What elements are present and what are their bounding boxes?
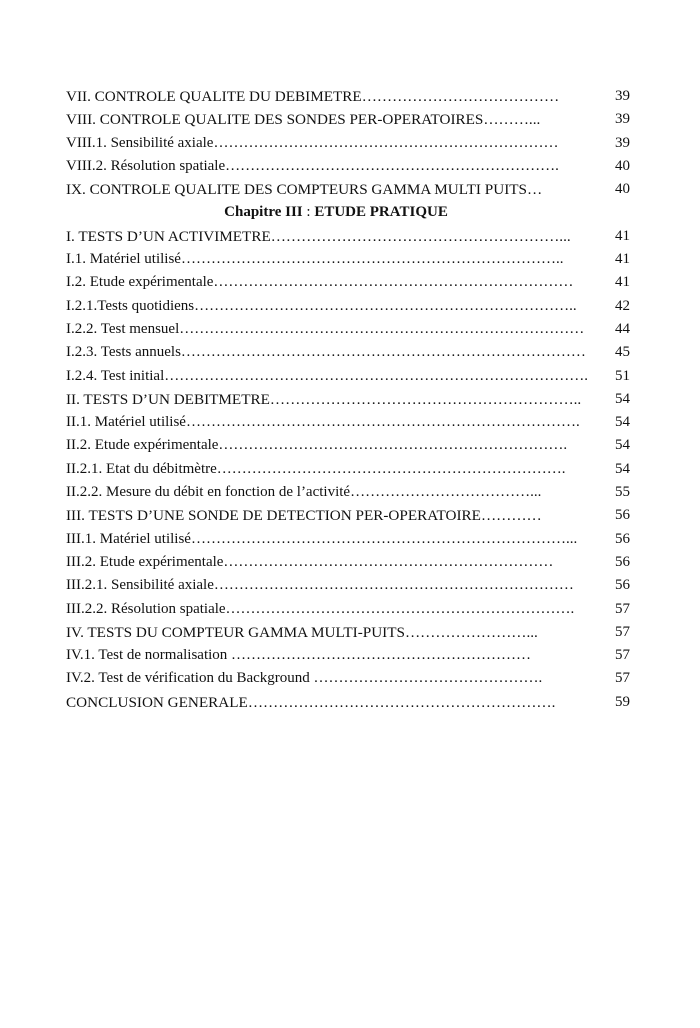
toc-entry-title: VIII.2. Résolution spatiale…………………………………………………………. xyxy=(66,157,559,174)
toc-entry-title: III.2.1. Sensibilité axiale……………………………………………………………… xyxy=(66,577,574,594)
toc-entry-title: II.2.2. Mesure du débit en fonction de l’activité………………………………... xyxy=(66,484,542,501)
toc-entry xyxy=(66,411,634,434)
toc-entry-page: 41 xyxy=(615,251,630,268)
toc-entry xyxy=(66,551,634,574)
toc-entry-title: VII. CONTROLE QUALITE DU DEBIMETRE………………………………… xyxy=(66,88,560,105)
toc-entry-title: I.2.3. Tests annuels……………………………………………………………………… xyxy=(66,344,586,361)
toc-entry-page: 57 xyxy=(615,600,630,617)
toc-entry-page: 54 xyxy=(615,460,630,477)
toc-entry-page: 41 xyxy=(615,227,630,244)
toc-entry-page: 40 xyxy=(615,157,630,174)
toc-entry-page: 56 xyxy=(615,577,630,594)
toc-entry-title: I.1. Matériel utilisé………………………………………………………………….. xyxy=(66,251,564,268)
toc-group-after-heading xyxy=(66,225,634,714)
toc-entry-page: 56 xyxy=(615,507,630,524)
toc-entry-page: 59 xyxy=(615,693,630,710)
toc-entry-page: 56 xyxy=(615,530,630,547)
toc-entry xyxy=(66,295,634,318)
toc-entry-page: 39 xyxy=(615,134,630,151)
toc-entry xyxy=(66,248,634,271)
toc-entry xyxy=(66,667,634,690)
chapter-heading-separator: : xyxy=(302,204,315,221)
toc-entry xyxy=(66,388,634,411)
toc-entry-title: III.1. Matériel utilisé…………………………………………………………………... xyxy=(66,530,578,547)
toc-entry-title: I.2.1.Tests quotidiens………………………………………………………………….. xyxy=(66,297,577,314)
toc-entry xyxy=(66,528,634,551)
toc-entry-title: II.2. Etude expérimentale……………………………………………………………. xyxy=(66,437,568,454)
toc-entry-title: IX. CONTROLE QUALITE DES COMPTEURS GAMMA MULTI PUITS… xyxy=(66,181,543,199)
toc-entry-page: 42 xyxy=(615,297,630,314)
toc-entry xyxy=(66,434,634,457)
table-of-contents xyxy=(66,85,634,714)
toc-entry xyxy=(66,155,634,178)
toc-entry-title: I.2. Etude expérimentale……………………………………………………………… xyxy=(66,274,574,291)
toc-entry xyxy=(66,691,634,714)
toc-entry-title: IV. TESTS DU COMPTEUR GAMMA MULTI-PUITS……………………... xyxy=(66,623,538,641)
toc-entry-page: 54 xyxy=(615,414,630,431)
toc-entry-title: II.2.1. Etat du débitmètre……………………………………………………………. xyxy=(66,460,566,477)
toc-entry xyxy=(66,318,634,341)
toc-entry-title: I. TESTS D’UN ACTIVIMETRE…………………………………………………... xyxy=(66,227,571,245)
toc-entry-page: 57 xyxy=(615,670,630,687)
toc-entry xyxy=(66,458,634,481)
toc-entry xyxy=(66,132,634,155)
toc-entry-page: 57 xyxy=(615,647,630,664)
toc-entry xyxy=(66,108,634,131)
toc-entry xyxy=(66,574,634,597)
toc-entry xyxy=(66,481,634,504)
toc-group-before-heading xyxy=(66,85,634,201)
toc-entry-title: III. TESTS D’UNE SONDE DE DETECTION PER-OPERATOIRE………… xyxy=(66,507,542,525)
toc-entry-title: CONCLUSION GENERALE……………………………………………………. xyxy=(66,693,556,711)
toc-entry-page: 57 xyxy=(615,623,630,640)
toc-entry-page: 39 xyxy=(615,88,630,104)
toc-entry-page: 55 xyxy=(615,484,630,501)
toc-entry xyxy=(66,341,634,364)
toc-entry-title: I.2.2. Test mensuel……………………………………………………………………… xyxy=(66,320,585,337)
toc-entry-title: III.2.2. Résolution spatiale……………………………………………………………. xyxy=(66,600,575,617)
toc-entry xyxy=(66,271,634,294)
toc-entry xyxy=(66,365,634,388)
toc-entry-title: III.2. Etude expérimentale………………………………………………………… xyxy=(66,553,554,570)
toc-entry-page: 45 xyxy=(615,344,630,361)
toc-entry-page: 56 xyxy=(615,553,630,570)
toc-entry-page: 54 xyxy=(615,437,630,454)
chapter-heading-prefix: Chapitre III xyxy=(224,204,303,221)
toc-entry-title: VIII.1. Sensibilité axiale…………………………………………………………… xyxy=(66,134,559,151)
toc-entry xyxy=(66,621,634,644)
toc-entry-title: II.1. Matériel utilisé……………………………………………………………………. xyxy=(66,414,580,431)
toc-entry-page: 51 xyxy=(615,367,630,384)
toc-entry xyxy=(66,644,634,667)
toc-entry xyxy=(66,225,634,248)
toc-entry-page: 41 xyxy=(615,274,630,291)
toc-entry-page: 40 xyxy=(615,181,630,198)
toc-entry-title: IV.2. Test de vérification du Background ………………………………………. xyxy=(66,670,543,687)
toc-entry-title: IV.1. Test de normalisation …………………………………………………… xyxy=(66,647,532,664)
chapter-heading xyxy=(66,201,634,224)
toc-entry xyxy=(66,598,634,621)
chapter-heading-title: ETUDE PRATIQUE xyxy=(314,204,448,221)
toc-entry-page: 44 xyxy=(615,320,630,337)
toc-entry-page: 39 xyxy=(615,111,630,128)
toc-entry-title: VIII. CONTROLE QUALITE DES SONDES PER-OPERATOIRES………... xyxy=(66,111,541,129)
toc-entry xyxy=(66,178,634,201)
toc-entry-title: I.2.4. Test initial…………………………………………………………………………. xyxy=(66,367,588,384)
toc-entry-title: II. TESTS D’UN DEBITMETRE…………………………………………………….. xyxy=(66,390,582,408)
toc-entry xyxy=(66,504,634,527)
toc-entry-page: 54 xyxy=(615,390,630,407)
toc-entry xyxy=(66,85,634,108)
